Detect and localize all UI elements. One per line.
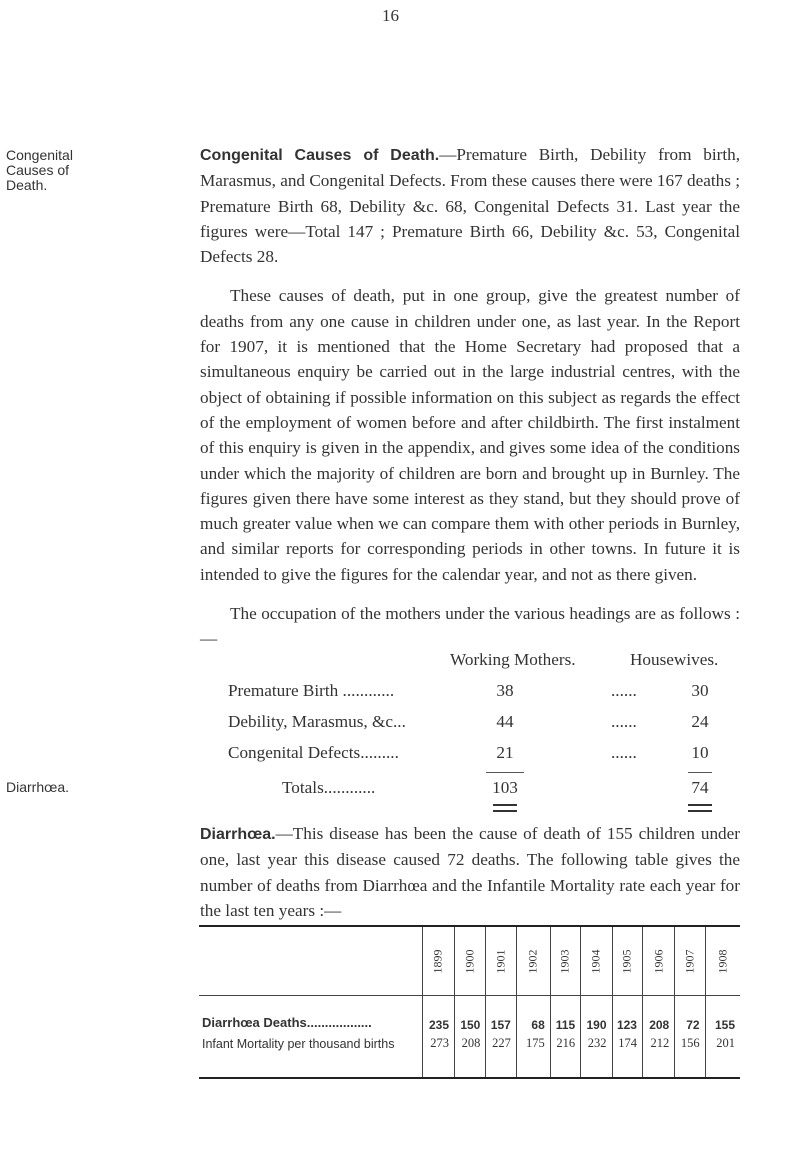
congenital-paragraph-1	[200, 142, 740, 269]
table-cell: 123	[612, 996, 642, 1033]
diarrhoea-table	[199, 925, 740, 1079]
table-cell: 175	[516, 1032, 550, 1078]
year-header: 1904	[581, 926, 612, 996]
congenital-paragraph-3: The occupation of the mothers under the various headings are as follows :—	[200, 604, 740, 649]
year-header: 1902	[516, 926, 550, 996]
year-header: 1908	[705, 926, 740, 996]
occupation-separator: ......	[611, 712, 637, 731]
diarrhoea-paragraph-text: —This disease has been the cause of death of 155 children under one, last year this disease caused 72 deaths. The following table gives the number of deaths from Diarrhœa and the Infantile Mortality rate each year for the last ten years :—	[200, 824, 740, 920]
table-cell: 115	[550, 996, 580, 1033]
year-header: 1901	[486, 926, 516, 996]
table-cell: 208	[455, 1032, 486, 1078]
margin-note-diarrhoea: Diarrhœa.	[6, 779, 70, 795]
congenital-paragraph-2: These causes of death, put in one group, give the greatest number of deaths from any one cause in children under one, as last year. In the Report for 1907, it is mentioned that the Home Secretary had proposed that a simultaneous enquiry be carried out in the large industrial centres, with the object of obtaining if possible information on this subject as regards the effect of the employment of women before and after childbirth. The first instalment of this enquiry is given in the appendix, and gives some idea of the conditions under which the majority of children are born and brought up in Burnley. The figures given there have some interest as they stand, but they should prove of much greater value when we can compare them with other periods in Burnley, and similar reports for corresponding periods in other towns. In future it is intended to give the figures for the calendar year, and not as there given.	[200, 286, 740, 584]
table-cell: 227	[486, 1032, 516, 1078]
margin-note-line: Causes of	[6, 162, 70, 178]
table-cell: 72	[675, 996, 705, 1033]
table-cell: 157	[486, 996, 516, 1033]
total-double-rule	[688, 804, 712, 812]
occupation-working-value: 38	[496, 681, 514, 700]
col-header-working: Working Mothers.	[450, 650, 576, 669]
diarrhoea-heading: Diarrhœa.	[200, 826, 276, 843]
row-label-diarrhoea-deaths: Diarrhœa Deaths..................	[202, 1015, 372, 1030]
congenital-heading: Congenital Causes of Death.	[200, 147, 440, 164]
table-header-row	[199, 926, 740, 996]
page-number: 16	[382, 6, 399, 25]
col-header-housewives: Housewives.	[630, 650, 719, 669]
table-row	[199, 1032, 740, 1078]
table-cell: 235	[422, 996, 454, 1033]
diarrhoea-section	[200, 821, 740, 923]
congenital-paragraph-1-text: —Premature Birth, Debility from birth, Marasmus, and Congenital Defects. From these causes there were 167 deaths ; Premature Birth 68, Debility &c. 68, Congenital Defects 31. Last year the figures were—Total 147 ; Premature Birth 66, Debility &c. 53, Congenital Defects 28.	[200, 145, 740, 267]
occupation-working-value: 44	[496, 712, 514, 731]
occupation-separator: ......	[611, 743, 637, 762]
header-empty-cell	[199, 926, 422, 996]
occupation-row-label: Premature Birth ............	[228, 681, 395, 700]
sum-rule	[688, 772, 712, 773]
year-header: 1903	[550, 926, 580, 996]
sum-rule	[486, 772, 524, 773]
totals-housewives-value: 74	[691, 778, 709, 797]
table-cell: 150	[455, 996, 486, 1033]
table-cell: 155	[705, 996, 740, 1033]
year-header: 1899	[422, 926, 454, 996]
year-header: 1905	[612, 926, 642, 996]
year-header: 1907	[675, 926, 705, 996]
table-cell: 212	[642, 1032, 674, 1078]
occupation-working-value: 21	[496, 743, 514, 762]
margin-note-line: Death.	[6, 177, 48, 193]
occupation-separator: ......	[611, 681, 637, 700]
table-row	[199, 996, 740, 1033]
occupation-housewives-value: 24	[691, 712, 709, 731]
table-cell: 190	[581, 996, 612, 1033]
total-double-rule	[493, 804, 517, 812]
margin-note-congenital	[6, 148, 86, 193]
table-cell: 273	[422, 1032, 454, 1078]
row-label-infant-mortality: Infant Mortality per thousand births	[202, 1037, 395, 1051]
occupation-housewives-value: 30	[691, 681, 709, 700]
year-header: 1906	[642, 926, 674, 996]
diarrhoea-paragraph	[200, 821, 740, 923]
table-cell: 68	[516, 996, 550, 1033]
occupation-row-label: Debility, Marasmus, &c...	[228, 712, 406, 731]
totals-label: Totals............	[282, 778, 376, 797]
table-cell: 232	[581, 1032, 612, 1078]
margin-note-line: Congenital	[6, 147, 73, 163]
table-cell: 156	[675, 1032, 705, 1078]
totals-working-value: 103	[492, 778, 518, 797]
table-cell: 201	[705, 1032, 740, 1078]
occupation-row-label: Congenital Defects.........	[228, 743, 399, 762]
congenital-section	[200, 142, 740, 652]
table-cell: 208	[642, 996, 674, 1033]
table-cell: 174	[612, 1032, 642, 1078]
table-cell: 216	[550, 1032, 580, 1078]
year-header: 1900	[455, 926, 486, 996]
occupation-housewives-value: 10	[691, 743, 709, 762]
